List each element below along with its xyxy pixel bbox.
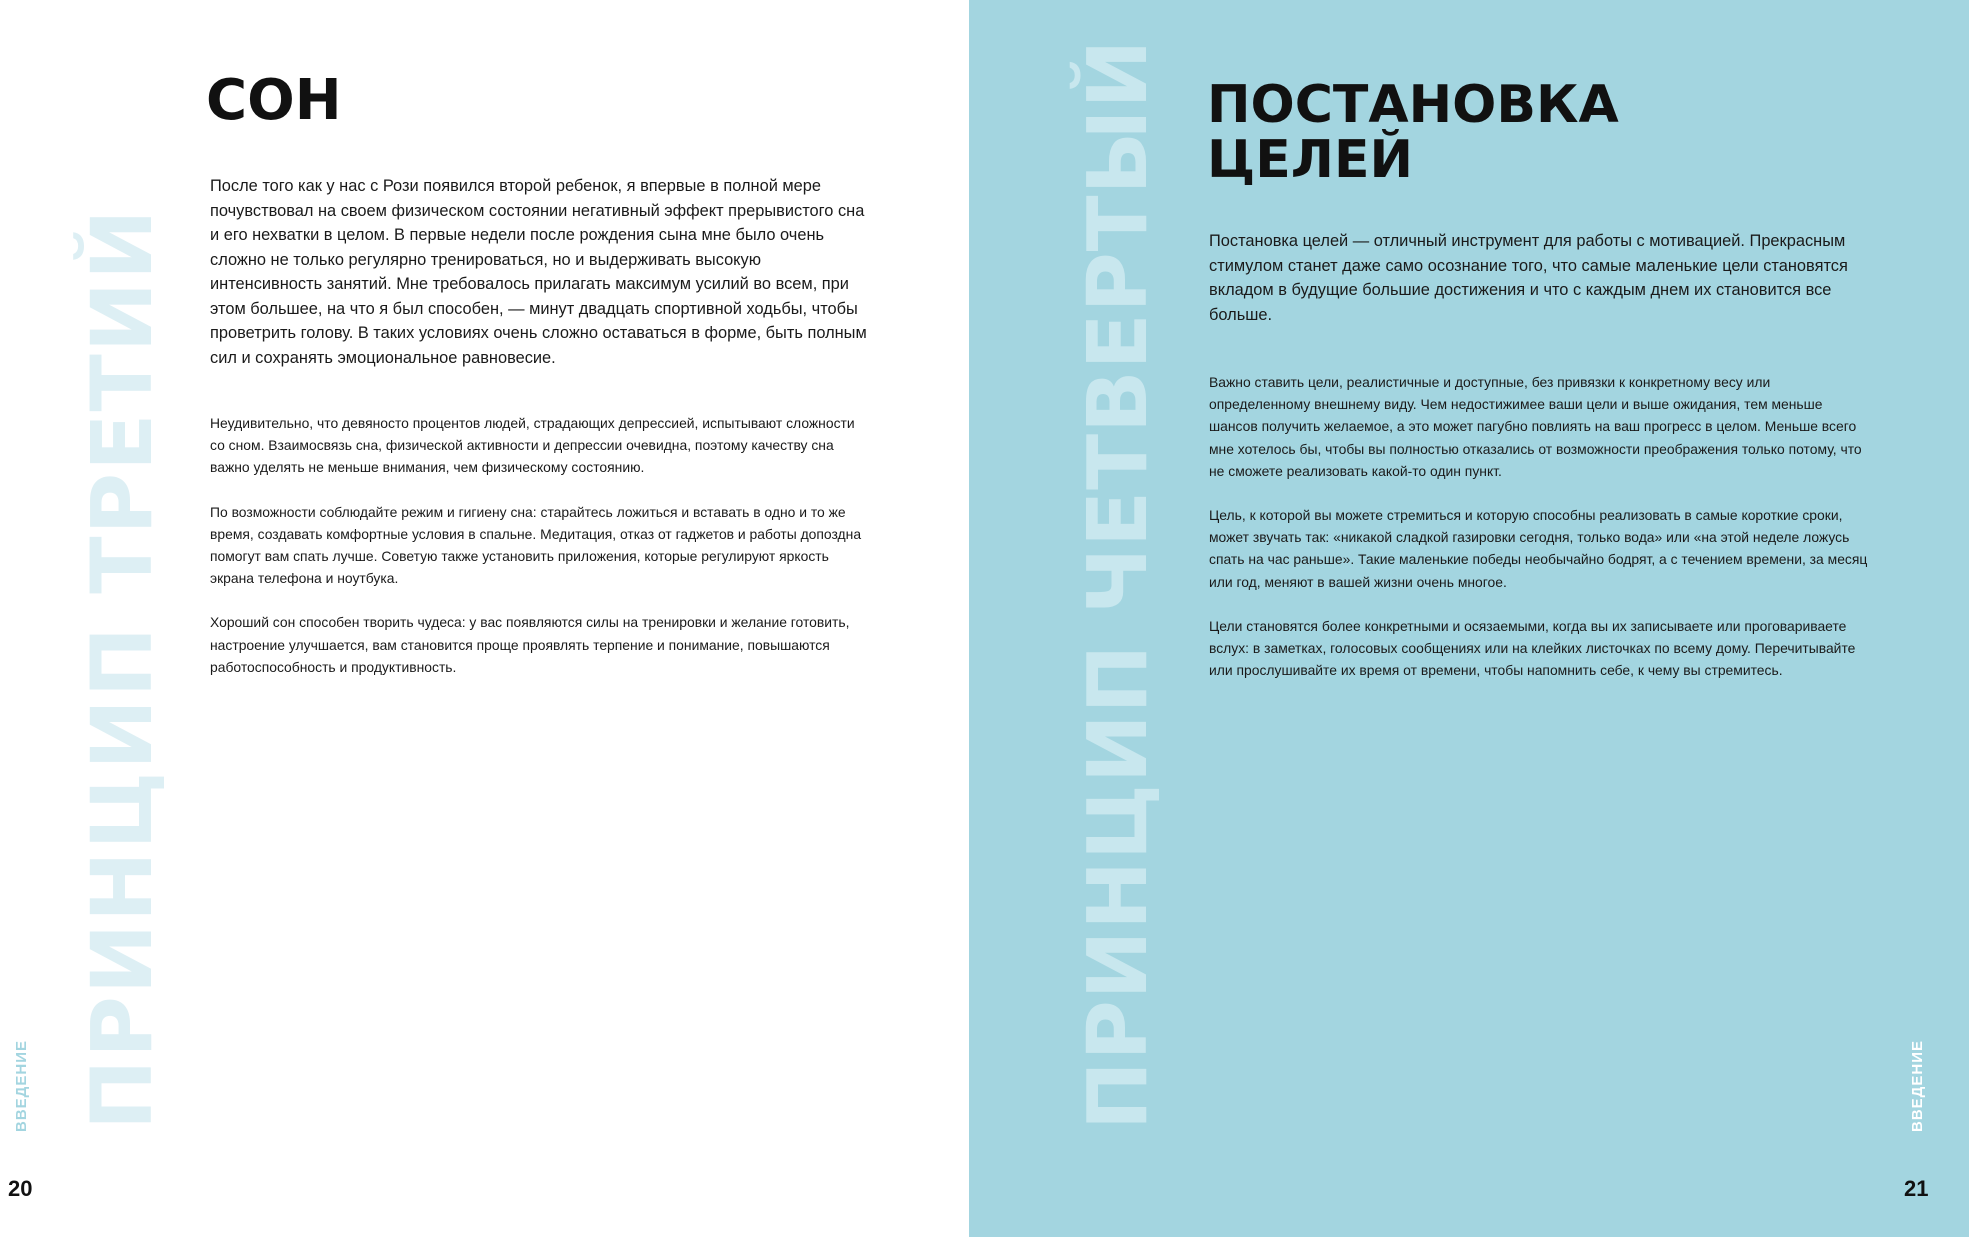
right-section-label: ВВЕДЕНИЕ: [1909, 1040, 1926, 1132]
left-paragraph: Хороший сон способен творить чудеса: у вас появляются силы на тренировки и желание готовить, настроение улучшается, вам становится проще проявлять терпение и понимание, повышаются работоспособность и продуктивность.: [210, 614, 850, 675]
left-text-block: [210, 174, 870, 700]
left-page-number: 20: [8, 1176, 33, 1201]
right-page-number: 21: [1904, 1176, 1929, 1201]
right-paragraph: Цели становятся более конкретными и осязаемыми, когда вы их записываете или проговариваете вслух: в заметках, голосовых сообщениях или на клейких листочках по всему дому. Перечитывайте или прослушивайте их время от времени, чтобы напомнить себе, к чему вы стремитесь.: [1209, 617, 1856, 679]
right-paragraph: Важно ставить цели, реалистичные и доступные, без привязки к конкретному весу или определенному внешнему виду. Чем недостижимее ваши цели и выше ожидания, тем меньше шансов получить желаемое, а это может пагубно повлиять на ваш прогресс в целом. Меньше всего мне хотелось бы, чтобы вы полностью отказались от возможности преображения только потому, что не сможете реализовать какой-то один пункт.: [1209, 374, 1862, 479]
right-paragraph: Цель, к которой вы можете стремиться и которую способны реализовать в самые короткие сроки, может звучать так: «никакой сладкой газировки сегодня, только вода» или «на этой неделе ложусь спать на час раньше». Такие маленькие победы необычайно бодрят, а с течением времени, за месяц или год, меняют в вашей жизни очень многое.: [1209, 507, 1868, 590]
left-vertical-title: ПРИНЦИП ТРЕТИЙ: [73, 207, 171, 1130]
right-text-block: [1209, 229, 1869, 703]
right-page-title: ПОСТАНОВКА ЦЕЛЕЙ: [1207, 75, 1619, 190]
left-page-title: СОН: [206, 68, 342, 133]
right-lead-paragraph: Постановка целей — отличный инструмент для работы с мотивацией. Прекрасным стимулом станет даже само осознание того, что самые маленькие цели становятся вкладом в будущие большие достижения и что с каждым днем их становится все больше.: [1209, 232, 1848, 324]
left-paragraph: Неудивительно, что девяносто процентов людей, страдающих депрессией, испытывают сложности со сном. Взаимосвязь сна, физической активности и депрессии очевидна, поэтому качеству сна важно уделять не меньше внимания, чем физическому состоянию.: [210, 415, 855, 476]
left-paragraph: По возможности соблюдайте режим и гигиену сна: старайтесь ложиться и вставать в одно и то же время, создавать комфортные условия в спальне. Медитация, отказ от гаджетов и работы допоздна помогут вам спать лучше. Советую также установить приложения, которые регулируют яркость экрана телефона и ноутбука.: [210, 503, 862, 587]
right-vertical-title: ПРИНЦИП ЧЕТВЕРТЫЙ: [1071, 38, 1166, 1130]
left-section-label: ВВЕДЕНИЕ: [13, 1040, 30, 1132]
left-lead-paragraph: После того как у нас с Рози появился второй ребенок, я впервые в полной мере почувствовал на своем физическом состоянии негативный эффект прерывистого сна и его нехватки в целом. В первые недели после рождения сына мне было очень сложно не только регулярно тренироваться, но и выдерживать высокую интенсивность занятий. Мне требовалось прилагать максимум усилий во всем, при этом большее, на что я был способен, — минут двадцать спортивной ходьбы, чтобы проветрить голову. В таких условиях очень сложно оставаться в форме, быть полным сил и сохранять эмоциональное равновесие.: [210, 177, 867, 367]
